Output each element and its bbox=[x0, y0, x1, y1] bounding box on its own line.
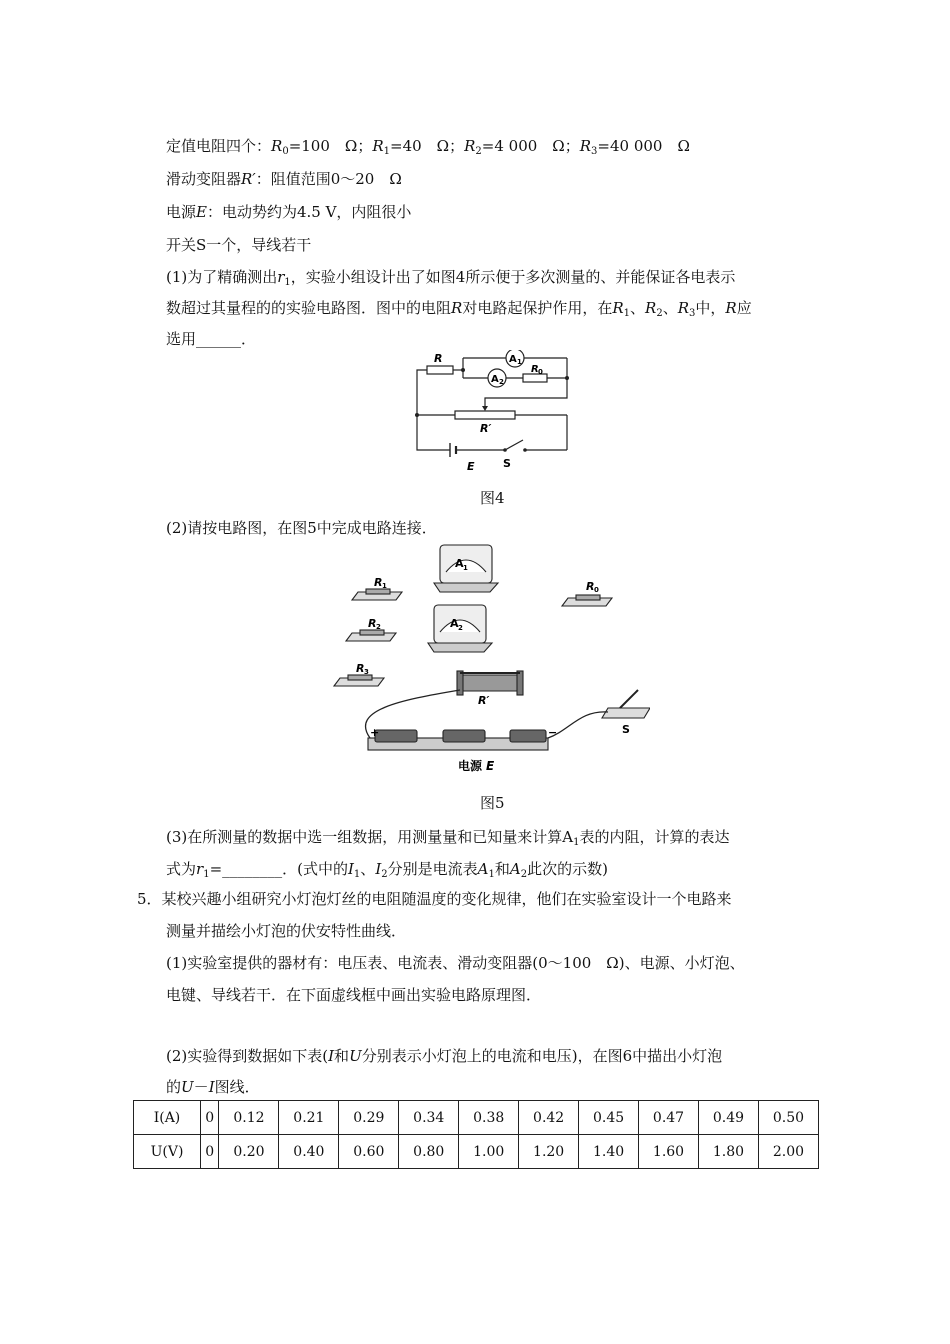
svg-text:0: 0 bbox=[538, 368, 543, 376]
q5-line6: 的U－I图线． bbox=[166, 1078, 260, 1096]
table-row-voltage: U(V) 0 0.20 0.40 0.60 0.80 1.00 1.20 1.40 1.60 1.80 2.00 bbox=[134, 1135, 819, 1169]
q1-line2: 数超过其量程的的实验电路图．图中的电阻R对电路起保护作用，在$R_1$、$R_2$、$R_3$中，R应 bbox=[166, 299, 752, 319]
table-row-current: I(A) 0 0.12 0.21 0.29 0.34 0.38 0.42 0.45 0.47 0.49 0.50 bbox=[134, 1101, 819, 1135]
figure-5-caption: 图5 bbox=[480, 794, 505, 812]
q2-line: (2)请按电路图，在图5中完成电路连接． bbox=[166, 519, 437, 537]
svg-text:A: A bbox=[455, 557, 464, 570]
svg-text:2: 2 bbox=[458, 624, 463, 632]
source-line: 电源E：电动势约为4.5 V，内阻很小 bbox=[166, 203, 412, 221]
svg-text:A: A bbox=[450, 617, 459, 630]
svg-text:R′: R′ bbox=[478, 694, 490, 707]
row-label-voltage: U(V) bbox=[134, 1135, 201, 1169]
resistor-R-symbol bbox=[427, 366, 453, 374]
svg-text:E: E bbox=[486, 759, 495, 773]
q3-line2: 式为$r_1=\_\_\_\_\_\_\_\_$．(式中的$I_1$、$I_2$分别是电流表$A_1$和$A_2$此次的示数) bbox=[166, 860, 608, 880]
row-label-current: I(A) bbox=[134, 1101, 201, 1135]
svg-text:2: 2 bbox=[376, 623, 381, 631]
label-A2: A bbox=[491, 374, 499, 385]
switch-line: 开关S一个，导线若干 bbox=[166, 236, 312, 254]
svg-text:1: 1 bbox=[517, 358, 522, 366]
svg-text:3: 3 bbox=[364, 668, 369, 676]
svg-text:2: 2 bbox=[499, 378, 504, 386]
label-Rp: R′ bbox=[480, 422, 492, 435]
q3-line1: (3)在所测量的数据中选一组数据，用测量量和已知量来计算$A_1$表的内阻，计算的表达 bbox=[166, 828, 730, 848]
q5-line2: 测量并描绘小灯泡的伏安特性曲线． bbox=[166, 922, 407, 940]
iu-data-table bbox=[133, 1100, 819, 1169]
resistor-board-R0 bbox=[562, 595, 612, 606]
svg-text:+: + bbox=[370, 726, 380, 739]
label-R: R bbox=[434, 352, 443, 365]
q1-line3: 选用______． bbox=[166, 330, 257, 348]
figure-4-circuit bbox=[405, 350, 580, 480]
q1-line1: (1)为了精确测出$r_1$，实验小组设计出了如图4所示便于多次测量的、并能保证各电表示 bbox=[166, 268, 736, 288]
label-E: E bbox=[467, 460, 475, 473]
figure-5-apparatus bbox=[330, 540, 650, 775]
resistor-board-R1 bbox=[352, 589, 402, 600]
rheostat-device bbox=[457, 671, 523, 695]
svg-text:R: R bbox=[586, 580, 595, 593]
label-S: S bbox=[503, 457, 511, 470]
battery-pack bbox=[368, 730, 548, 750]
rheostat-symbol bbox=[455, 411, 515, 419]
svg-text:−: − bbox=[548, 726, 558, 739]
svg-text:R: R bbox=[374, 576, 383, 589]
svg-text:1: 1 bbox=[463, 564, 468, 572]
svg-text:S: S bbox=[622, 723, 630, 736]
figure-4-caption: 图4 bbox=[480, 489, 505, 507]
label-A1: A bbox=[509, 354, 517, 365]
svg-text:电源: 电源 bbox=[458, 759, 483, 773]
svg-text:R: R bbox=[368, 617, 377, 630]
switch-device bbox=[602, 690, 650, 718]
q5-line4: 电键、导线若干．在下面虚线框中画出实验电路原理图． bbox=[166, 986, 542, 1004]
resistor-R0-symbol bbox=[523, 374, 547, 382]
svg-text:1: 1 bbox=[382, 582, 387, 590]
resistors-line: 定值电阻四个：$R_0=100$ Ω；$R_1=40$ Ω；$R_2=4$ 000 Ω；$R_3=40$ 000 Ω bbox=[166, 137, 690, 157]
rheostat-line: 滑动变阻器R′：阻值范围0～20 Ω bbox=[166, 170, 402, 188]
svg-text:0: 0 bbox=[594, 586, 599, 594]
q5-line3: (1)实验室提供的器材有：电压表、电流表、滑动变阻器(0～100 Ω)、电源、小灯泡、 bbox=[166, 954, 745, 972]
resistor-board-R2 bbox=[346, 630, 396, 641]
q5-line1: 5．某校兴趣小组研究小灯泡灯丝的电阻随温度的变化规律，他们在实验室设计一个电路来 bbox=[137, 890, 732, 908]
svg-text:R: R bbox=[356, 662, 365, 675]
label-R0: R bbox=[531, 364, 539, 375]
resistor-board-R3 bbox=[334, 675, 384, 686]
q5-line5: (2)实验得到数据如下表(I和U分别表示小灯泡上的电流和电压)，在图6中描出小灯泡 bbox=[166, 1047, 723, 1065]
